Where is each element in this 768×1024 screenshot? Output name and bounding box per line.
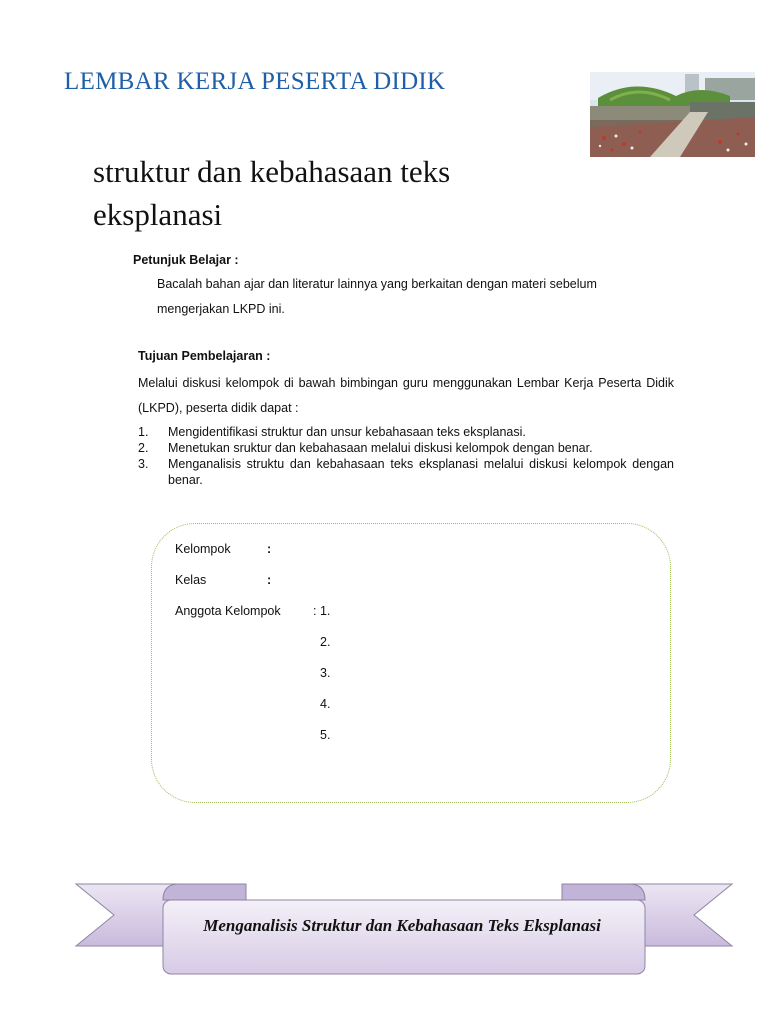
- list-item-number: 3.: [138, 457, 149, 471]
- anggota-number-3: 3.: [320, 666, 331, 680]
- tujuan-intro: Melalui diskusi kelompok di bawah bimbingan guru menggunakan Lembar Kerja Peserta Didik (LKPD), peserta didik dapat :: [138, 376, 674, 415]
- petunjuk-text: [157, 272, 627, 322]
- objectives-list: [138, 424, 674, 488]
- kelas-colon: :: [267, 573, 272, 587]
- list-item-number: 1.: [138, 425, 149, 439]
- list-item-text: Menganalisis struktu dan kebahasaan teks eksplanasi melalui diskusi kelompok dengan benar.: [168, 457, 674, 487]
- kelas-label: Kelas: [175, 573, 207, 587]
- anggota-number-1: : 1.: [313, 604, 331, 618]
- list-item: [138, 440, 674, 456]
- petunjuk-line-2: mengerjakan LKPD ini.: [157, 302, 285, 316]
- petunjuk-heading: Petunjuk Belajar :: [133, 253, 239, 267]
- anggota-number-5: 5.: [320, 728, 331, 742]
- list-item-text: Menetukan sruktur dan kebahasaan melalui diskusi kelompok dengan benar.: [168, 441, 593, 455]
- worksheet-title: struktur dan kebahasaan teks eksplanasi: [93, 154, 451, 232]
- anggota-number-4: 4.: [320, 697, 331, 711]
- petunjuk-line-1: Bacalah bahan ajar dan literatur lainnya yang berkaitan dengan materi sebelum: [157, 277, 597, 291]
- list-item: [138, 456, 674, 488]
- anggota-label: Anggota Kelompok: [175, 604, 281, 618]
- list-item-number: 2.: [138, 441, 149, 455]
- kelompok-label: Kelompok: [175, 542, 231, 556]
- list-item-text: Mengidentifikasi struktur dan unsur kebahasaan teks eksplanasi.: [168, 425, 526, 439]
- anggota-number-2: 2.: [320, 635, 331, 649]
- list-item: [138, 424, 674, 440]
- tujuan-heading: Tujuan Pembelajaran :: [138, 349, 271, 363]
- group-info-box: [151, 523, 671, 803]
- kelompok-colon: :: [267, 542, 272, 556]
- parliament-crowd-photo: [590, 72, 755, 157]
- banner-text: Menganalisis Struktur dan Kebahasaan Teks Eksplanasi: [203, 916, 601, 935]
- document-header-title: LEMBAR KERJA PESERTA DIDIK: [64, 68, 446, 95]
